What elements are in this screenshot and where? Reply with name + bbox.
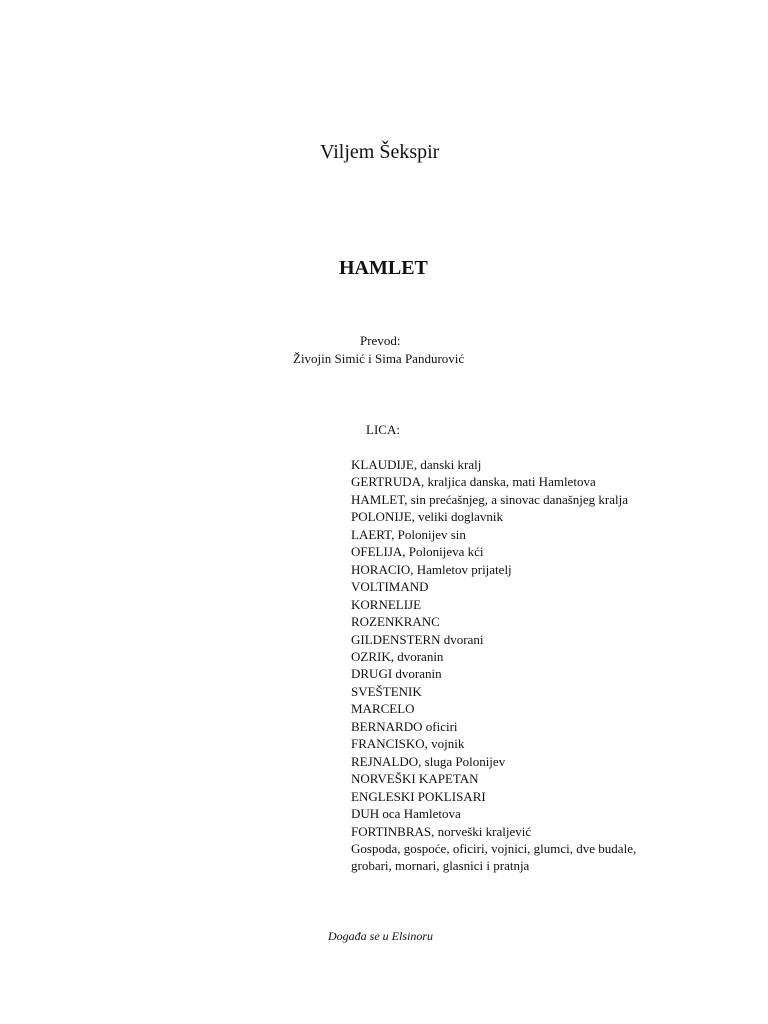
- cast-entry: GILDENSTERN dvorani: [351, 631, 484, 647]
- translation-label: Prevod:: [360, 333, 401, 348]
- translators: Živojin Simić i Sima Pandurović: [293, 351, 465, 366]
- cast-entry: DRUGI dvoranin: [351, 666, 442, 682]
- cast-entry: BERNARDO oficiri: [351, 718, 458, 734]
- cast-entry: HAMLET, sin prećašnjeg, a sinovac današnjeg kralja: [351, 491, 628, 507]
- cast-entry: FRANCISKO, vojnik: [351, 736, 465, 752]
- cast-entry: DUH oca Hamletova: [351, 806, 461, 822]
- cast-entry: SVEŠTENIK: [351, 683, 422, 699]
- cast-entry: POLONIJE, veliki doglavnik: [351, 509, 504, 525]
- cast-entry: LAERT, Polonijev sin: [351, 526, 466, 542]
- cast-entry: GERTRUDA, kraljica danska, mati Hamletova: [351, 474, 596, 490]
- cast-entry: ROZENKRANC: [351, 614, 440, 630]
- cast-heading: LICA:: [366, 422, 400, 437]
- cast-entry: KORNELIJE: [351, 596, 422, 612]
- cast-entry: NORVEŠKI KAPETAN: [351, 771, 479, 787]
- cast-entry: OZRIK, dvoranin: [351, 648, 444, 664]
- setting-note: Događa se u Elsinoru: [328, 929, 433, 943]
- cast-entry: REJNALDO, sluga Polonijev: [351, 753, 506, 769]
- cast-entry: KLAUDIJE, danski kralj: [351, 457, 482, 472]
- play-title: HAMLET: [339, 257, 428, 279]
- cast-entry: ENGLESKI POKLISARI: [351, 788, 486, 804]
- author-name: Viljem Šekspir: [320, 141, 440, 163]
- cast-entry: HORACIO, Hamletov prijatelj: [351, 561, 512, 577]
- cast-entry: Gospoda, gospoće, oficiri, vojnici, glumci, dve budale,: [351, 840, 637, 856]
- cast-entry: OFELIJA, Polonijeva kći: [351, 544, 484, 560]
- cast-entry: MARCELO: [351, 701, 415, 717]
- cast-entry: VOLTIMAND: [351, 579, 429, 595]
- cast-list: [351, 456, 636, 875]
- cast-entry: FORTINBRAS, norveški kraljević: [351, 823, 532, 839]
- cast-entry: grobari, mornari, glasnici i pratnja: [351, 858, 530, 874]
